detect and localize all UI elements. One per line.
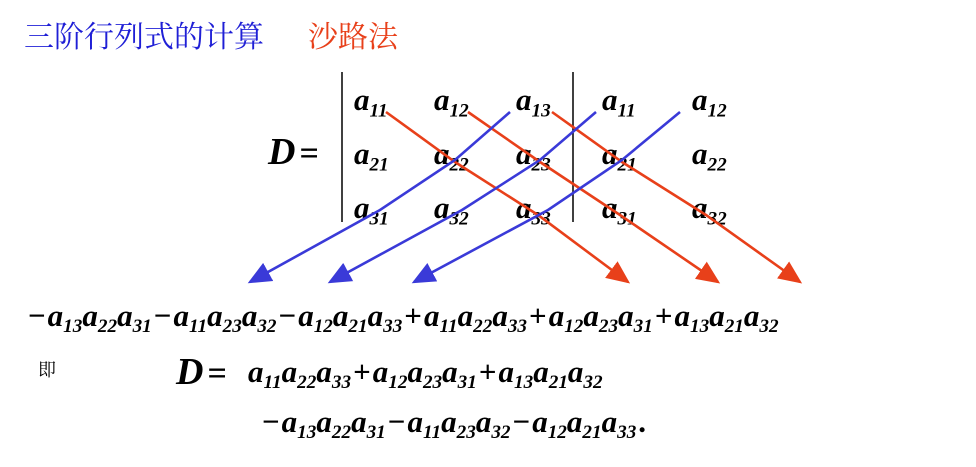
term-factor-index: 31 [457,372,477,394]
term-factor: a [601,404,618,439]
result-lhs [176,350,227,394]
term-factor: a [173,298,189,333]
title-method: 沙路法 [308,20,398,55]
term-factor-index: 22 [331,422,352,444]
equals-sign: = [299,135,319,172]
matrix-entry: $a_{21}$ [354,136,389,176]
term-factor-index: 13 [514,372,534,394]
operator: − [278,298,297,333]
term-factor: a [743,298,760,333]
matrix-entry: $a_{12}$ [692,82,727,122]
term-factor: a [281,354,298,389]
term-factor-index: 31 [366,422,386,444]
term-factor: a [492,298,508,333]
term-factor: a [407,404,423,439]
matrix-entry: $a_{22}$ [692,136,727,176]
term-factor: a [316,354,332,389]
term-factor-index: 21 [724,316,744,338]
operator: − [512,404,531,439]
operator: + [654,298,673,333]
operator: − [262,404,280,439]
term-factor-index: 32 [257,316,277,338]
term-factor-index: 23 [422,372,443,394]
term-factor-index: 32 [759,316,779,338]
term-factor: a [548,298,565,333]
end-period: . [638,404,647,439]
term-factor: a [583,298,599,333]
term-factor-index: 21 [348,316,368,338]
operator: + [478,354,497,389]
term-factor: a [441,404,457,439]
matrix-entry: $a_{33}$ [516,190,551,230]
operator: + [404,298,422,333]
term-factor: a [566,404,583,439]
term-factor: a [207,298,223,333]
matrix-entry: $a_{11}$ [602,82,636,122]
matrix-entry: $a_{23}$ [516,136,551,176]
term-factor-index: 12 [564,316,584,338]
term-factor-index: 23 [222,316,242,338]
matrix-entry: $a_{11}$ [354,82,388,122]
term-factor-index: 21 [582,422,602,444]
matrix-entry: $a_{12}$ [434,82,469,122]
operator: − [153,298,172,333]
term-factor-index: 22 [473,316,493,338]
term-factor: a [332,298,349,333]
term-factor-index: 11 [422,422,442,444]
term-factor-index: 12 [313,316,333,338]
matrix-entry: $a_{31}$ [354,190,389,230]
term-factor-index: 23 [598,316,619,338]
result-equals-sign: = [207,355,227,392]
term-factor-index: 22 [97,316,118,338]
term-factor: a [475,404,492,439]
term-factor-index: 12 [547,422,567,444]
term-factor: a [351,404,367,439]
operator: + [529,298,547,333]
term-factor-index: 13 [297,422,317,444]
term-factor-index: 33 [617,422,637,444]
term-factor-index: 31 [132,316,152,338]
result-line-2 [260,404,648,444]
term-factor: a [567,354,584,389]
determinant-symbol: D [268,131,296,173]
term-factor: a [533,354,549,389]
operator: − [28,298,46,333]
term-factor: a [674,298,690,333]
term-factor-index: 32 [491,422,511,444]
title-main: 三阶行列式的计算 [24,20,264,55]
term-factor: a [457,298,474,333]
term-factor: a [47,298,64,333]
operator: + [353,354,371,389]
matrix-entry: $a_{32}$ [434,190,469,230]
matrix-entry: $a_{21}$ [602,136,637,176]
positive-diagonal-3 [552,112,800,282]
term-factor: a [367,298,384,333]
term-factor-index: 11 [439,316,458,338]
term-factor: a [281,404,298,439]
term-factor: a [442,354,458,389]
term-factor-index: 12 [388,372,408,394]
term-factor: a [372,354,389,389]
term-factor-index: 11 [263,372,282,394]
term-factor: a [298,298,314,333]
result-symbol: D [176,351,204,393]
result-line-1 [248,354,603,394]
term-factor-index: 33 [383,316,403,338]
term-factor-index: 33 [507,316,528,338]
matrix-entry: $a_{22}$ [434,136,469,176]
expansion-line [26,298,779,338]
term-factor-index: 33 [331,372,352,394]
matrix-entry: $a_{13}$ [516,82,551,122]
term-factor: a [117,298,133,333]
matrix-entry: $a_{31}$ [602,190,637,230]
term-factor-index: 13 [689,316,710,338]
term-factor: a [82,298,98,333]
ji-label: 即 [38,360,56,381]
negative-diagonal-1 [250,112,510,282]
term-factor: a [532,404,548,439]
term-factor: a [709,298,725,333]
operator: − [387,404,406,439]
term-factor: a [407,354,423,389]
term-factor: a [248,354,264,389]
matrix-entry: $a_{32}$ [692,190,727,230]
term-factor-index: 22 [297,372,317,394]
term-factor: a [618,298,634,333]
term-factor: a [423,298,440,333]
term-factor-index: 11 [188,316,208,338]
term-factor-index: 21 [548,372,568,394]
term-factor-index: 32 [583,372,603,394]
term-factor: a [498,354,515,389]
term-factor-index: 31 [633,316,653,338]
term-factor-index: 13 [63,316,83,338]
negative-diagonal-3 [414,112,680,282]
term-factor: a [241,298,258,333]
term-factor-index: 23 [456,422,476,444]
term-factor: a [316,404,332,439]
